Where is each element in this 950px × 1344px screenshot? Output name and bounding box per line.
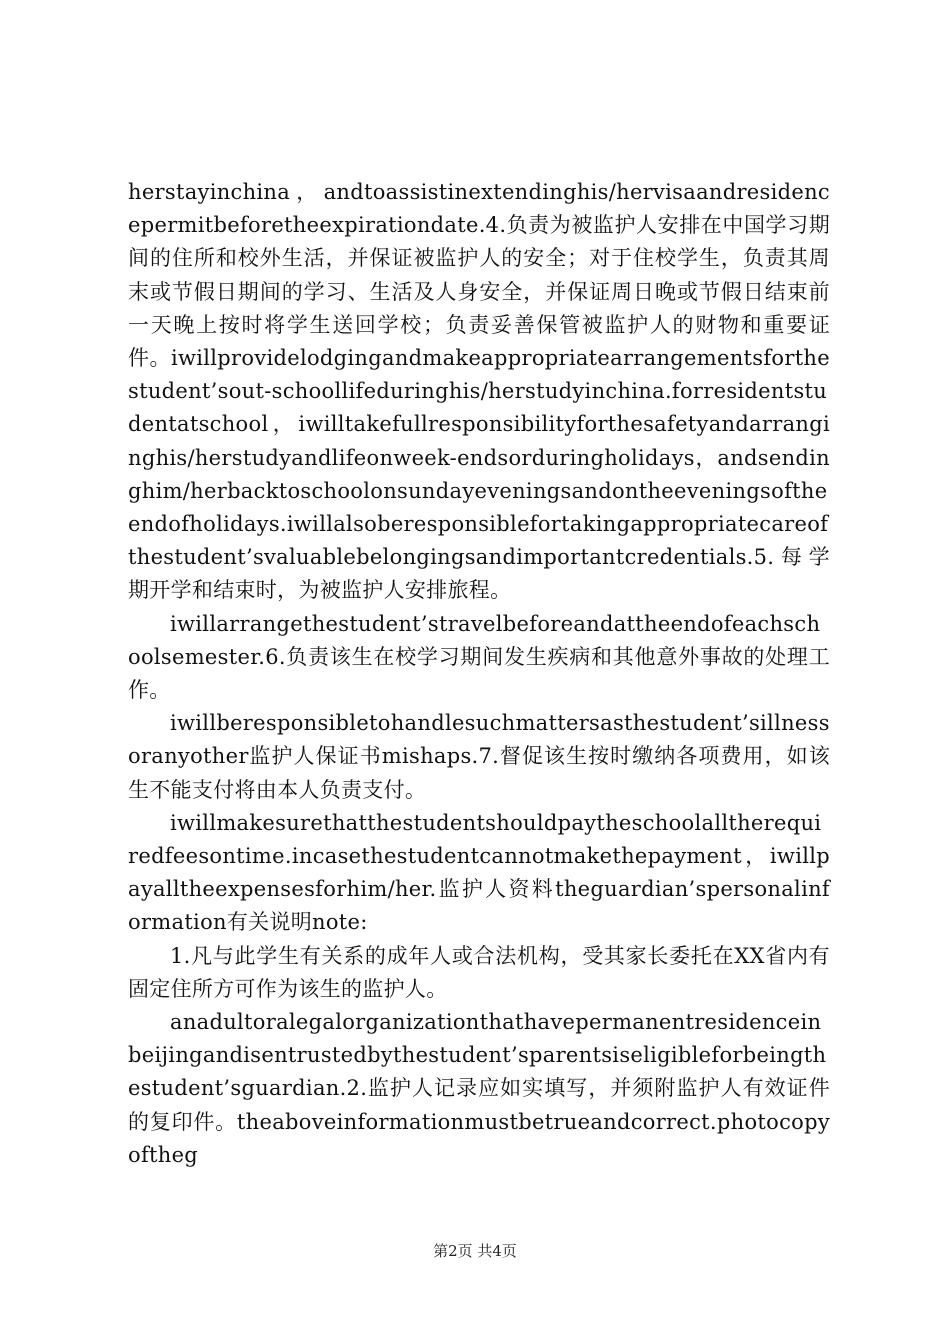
document-body [128, 176, 830, 1172]
page-number-footer: 第2页 共4页 [433, 1242, 517, 1260]
paragraph-note-1: 1.凡与此学生有关系的成年人或合法机构，受其家长委托在XX省内有固定住所方可作为该生的监护人。 [128, 943, 830, 1001]
paragraph-eligibility-note-2: anadultoralegalorganizationthathavepermanentresidenceinbeijingandisentrustedbythestudent’sparentsiseligibleforbeingthestudent’sguardian.2.监护人记录应如实填写，并须附监护人有效证件的复印件。theaboveinformationmustbetrueandcorrect.photocopyoftheg [128, 1010, 830, 1167]
paragraph-illness-duty-7: iwillberesponsibletohandlesuchmattersasthestudent’sillnessoranyother监护人保证书mishaps.7.督促该生按时缴纳各项费用，如该生不能支付将由本人负责支付。 [128, 711, 830, 802]
paragraph-guardian-duties-4-5: herstayinchina，andtoassistinextendinghis/hervisaandresidencepermitbeforetheexpirationdate.4.负责为被监护人安排在中国学习期间的住所和校外生活，并保证被监护人的安全；对于住校学生，负责其周末或节假日期间的学习、生活及人身安全，并保证周日晚或节假日结束前一天晚上按时将学生送回学校；负责妥善保管被监护人的财物和重要证件。iwillprovidelodgingandmakeappropriatearrangementsforthestudent’sout-schoollifeduringhis/herstudyinchina.forresidentstudentatschool，iwilltakefullresponsibilityforthesafetyandarranginghis/herstudyandlifeonweek-endsorduringholidays，andsendinghim/herbacktoschoolonsundayeveningsandontheeveningsoftheendofholidays.iwillalsoberesponsiblefortakingappropriatecareofthestudent’svaluablebelongingsandimportantcredentials.5.每学期开学和结束时，为被监护人安排旅程。 [128, 180, 830, 603]
paragraph-fees-guardian-info: iwillmakesurethatthestudentshouldpaytheschoolalltherequiredfeesontime.incasethestudentcannotmakethepayment，iwillpayalltheexpensesforhim/her.监护人资料theguardian’spersonalinformation有关说明note: [128, 810, 830, 935]
paragraph-travel-duty-6: iwillarrangethestudent’stravelbeforeandattheendofeachschoolsemester.6.负责该生在校学习期间发生疾病和其他意外事故的处理工作。 [128, 611, 830, 703]
